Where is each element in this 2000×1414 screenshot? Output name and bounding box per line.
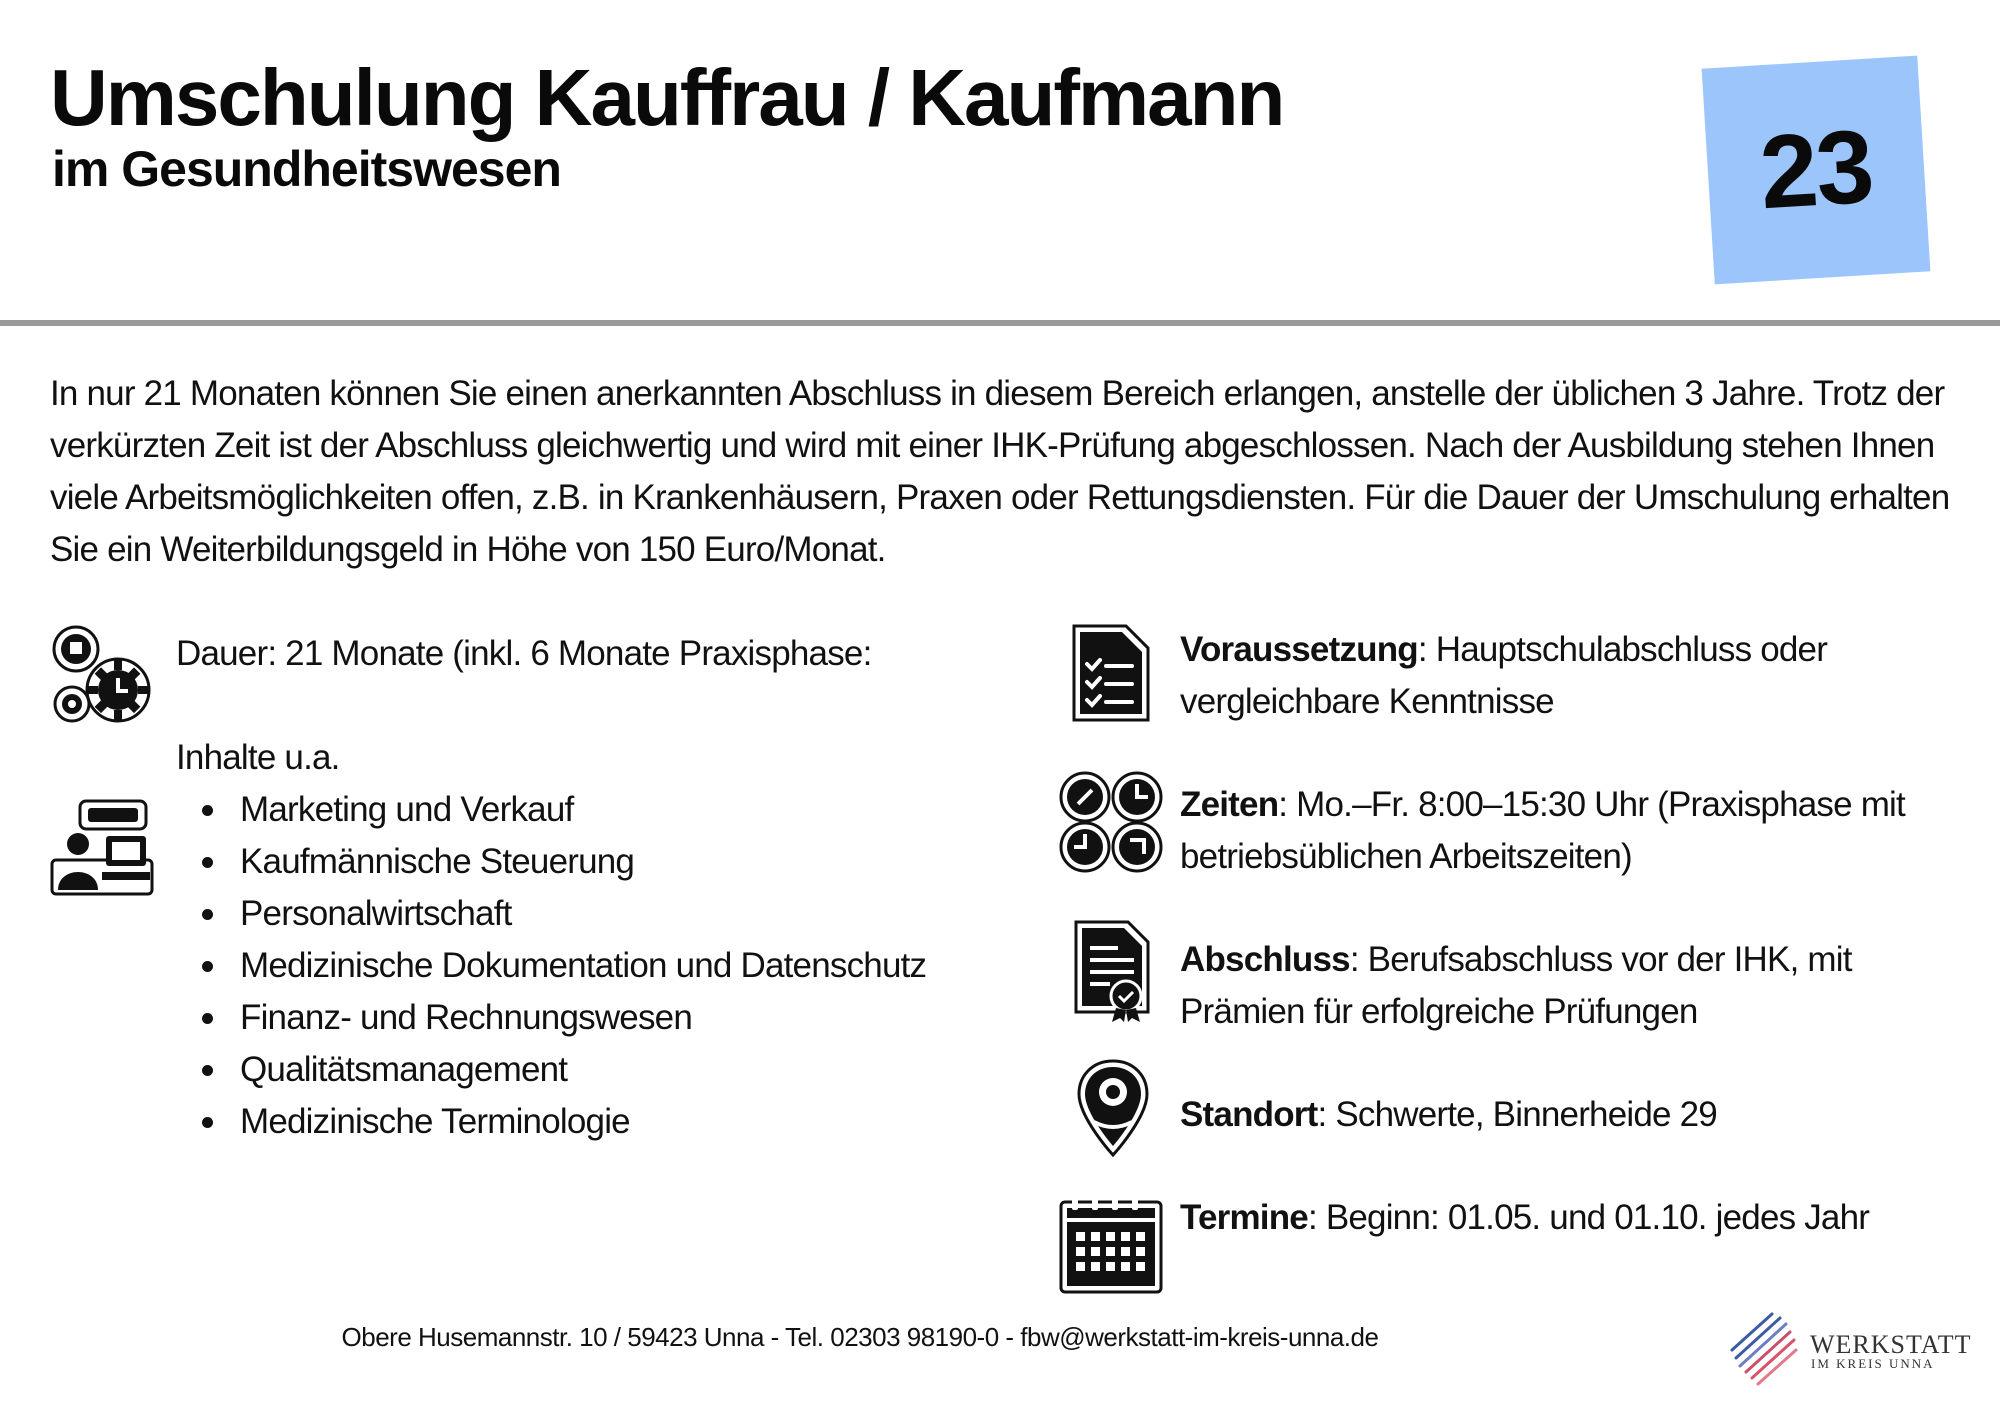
calendar-icon xyxy=(1058,1192,1164,1296)
info-dates xyxy=(1180,1192,1940,1244)
list-item: Qualitätsmanagement xyxy=(240,1044,940,1096)
info-label: Termine xyxy=(1180,1198,1308,1237)
list-item: Kaufmännische Steuerung xyxy=(240,836,940,888)
people-computer-icon xyxy=(50,798,154,898)
logo-tagline: IM KREIS UNNA xyxy=(1811,1356,1935,1371)
location-pin-icon xyxy=(1076,1058,1150,1158)
checklist-icon xyxy=(1070,622,1152,724)
info-text: : Berufsabschluss vor der IHK, mit Prämien für erfolgreiche Prüfungen xyxy=(1180,940,1852,1031)
list-item: Medizinische Dokumentation und Datenschutz xyxy=(240,940,940,992)
list-item: Personalwirtschaft xyxy=(240,888,940,940)
duration-text: Dauer: 21 Monate (inkl. 6 Monate Praxisphase: xyxy=(176,634,872,673)
info-label: Voraussetzung xyxy=(1180,630,1418,669)
contents-list xyxy=(176,784,940,1148)
badge-number: 23 xyxy=(1756,108,1876,231)
page-title: Umschulung Kauffrau / Kaufmann xyxy=(50,53,1284,142)
info-label: Abschluss xyxy=(1180,940,1350,979)
info-label: Standort xyxy=(1180,1095,1318,1134)
intro-paragraph: In nur 21 Monaten können Sie einen anerkannten Abschluss in diesem Bereich erlangen, anstelle der üblichen 3 Jahre. Trotz der verkürzten Zeit ist der Abschluss gleichwertig und wird mit einer IHK-Prüfung abgeschlossen. Nach der Ausbildung stehen Ihnen viele Arbeitsmöglichkeiten offen, z.B. in Krankenhäusern, Praxen oder Rettungsdiensten. Für die Dauer der Umschulung erhalten Sie ein Weiterbildungsgeld in Höhe von 150 Euro/Monat. xyxy=(50,374,1950,569)
info-location xyxy=(1180,1089,1940,1141)
info-text: : Mo.–Fr. 8:00–15:30 Uhr (Praxisphase mit betriebsüblichen Arbeitszeiten) xyxy=(1180,785,1905,876)
info-text: : Schwerte, Binnerheide 29 xyxy=(1317,1095,1717,1134)
info-times xyxy=(1180,779,1940,883)
info-text: : Beginn: 01.05. und 01.10. jedes Jahr xyxy=(1307,1198,1870,1237)
info-requirement xyxy=(1180,624,1940,728)
logo-wordmark: WERKSTATT xyxy=(1810,1330,1972,1359)
footer-contact: Obere Husemannstr. 10 / 59423 Unna - Tel. 02303 98190-0 - fbw@werkstatt-im-kreis-unna.de xyxy=(341,1322,1379,1352)
contents-label: Inhalte u.a. xyxy=(176,738,340,777)
divider xyxy=(0,320,2000,326)
list-item: Finanz- und Rechnungswesen xyxy=(240,992,940,1044)
page-subtitle: im Gesundheitswesen xyxy=(52,141,561,197)
list-item: Marketing und Verkauf xyxy=(240,784,940,836)
gears-icon xyxy=(50,624,154,728)
logo-mark-icon xyxy=(1728,1310,1808,1390)
info-label: Zeiten xyxy=(1180,785,1279,824)
number-badge xyxy=(1702,56,1931,285)
list-item: Medizinische Terminologie xyxy=(240,1096,940,1148)
info-degree xyxy=(1180,934,1940,1038)
certificate-icon xyxy=(1072,918,1152,1024)
clocks-icon xyxy=(1058,770,1164,874)
info-text: : Hauptschulabschluss oder vergleichbare Kenntnisse xyxy=(1180,630,1828,721)
